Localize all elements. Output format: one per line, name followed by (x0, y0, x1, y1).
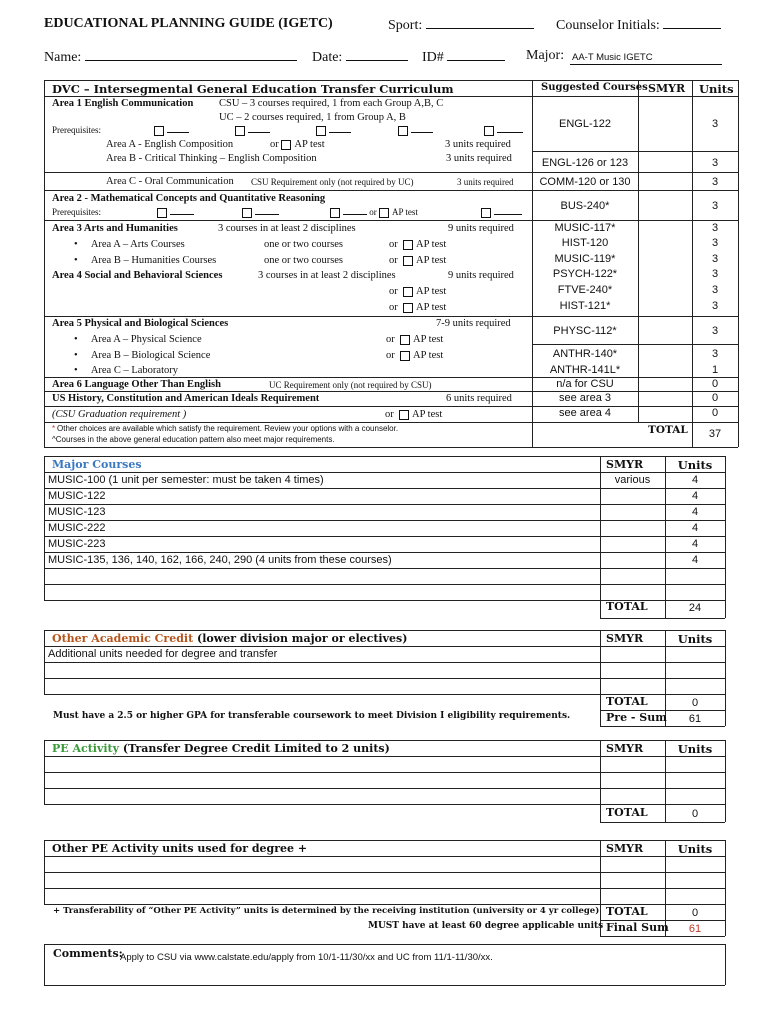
area3a-ap[interactable]: or AP test (389, 239, 447, 250)
ge-course-units: 0 (711, 392, 719, 404)
area5b-ap[interactable]: or AP test (386, 350, 444, 361)
major-row-smyr[interactable]: various (614, 474, 651, 486)
major-row-course[interactable]: MUSIC-222 (48, 522, 106, 534)
ge-course[interactable]: see area 4 (559, 407, 611, 419)
major-total-value: 24 (688, 602, 702, 614)
ge-course-units: 3 (711, 222, 719, 234)
area5-title: Area 5 Physical and Biological Sciences (52, 318, 229, 329)
other-title (52, 632, 407, 645)
ge-course-units: 3 (711, 325, 719, 337)
major-row-course[interactable]: MUSIC-223 (48, 538, 106, 550)
area1-uc: UC – 2 courses required, 1 from Group A, B (219, 112, 406, 123)
ge-course-units: 1 (711, 364, 719, 376)
area1c-note: CSU Requirement only (not required by UC) (251, 177, 414, 187)
pe-border-bottom (600, 822, 725, 823)
major-col-smyr: SMYR (606, 458, 644, 471)
other-pe-title-text: Other PE Activity units used for degree + (52, 842, 308, 855)
ge-course[interactable]: see area 3 (559, 392, 611, 404)
us-history-title: US History, Constitution and American Ideals Requirement (52, 393, 320, 404)
pe-border-top (44, 740, 725, 741)
other-row-rule (44, 646, 725, 647)
ge-col-divider-2 (638, 80, 639, 422)
ge-course-rule (532, 344, 738, 345)
ge-course-units: 3 (711, 176, 719, 188)
ge-course[interactable]: BUS-240* (560, 200, 610, 212)
comments-text[interactable]: Apply to CSU via www.calstate.edu/apply from 10/1-11/30/xx and UC from 11/1-11/30/xx. (120, 952, 493, 963)
other-pe-total-label: TOTAL (606, 905, 648, 918)
pe-total-label: TOTAL (606, 806, 648, 819)
major-row-rule (44, 584, 725, 585)
area1-csu: CSU – 3 courses required, 1 from each Group A,B, C (219, 98, 444, 109)
ge-note-1-text: Other choices are available which satisfy the requirement. Review your options with a counselor. (57, 424, 399, 433)
area1a-ap[interactable] (270, 139, 325, 150)
area3-title: Area 3 Arts and Humanities (52, 223, 178, 234)
area5-rule (44, 377, 532, 378)
pe-col-units: Units (677, 742, 713, 756)
major-row-units[interactable]: 4 (691, 490, 699, 502)
ge-course[interactable]: FTVE-240* (557, 284, 613, 296)
area2-prereq-box-4[interactable] (481, 206, 522, 218)
major-col-units: Units (677, 458, 713, 472)
major-row-units[interactable]: 4 (691, 522, 699, 534)
major-border-top (44, 456, 725, 457)
ge-course-units: 3 (711, 348, 719, 360)
other-title-text: Other Academic Credit (52, 632, 194, 645)
major-value[interactable]: AA-T Music IGETC (570, 52, 722, 65)
pe-title (52, 742, 390, 755)
area2-prereq-box-3[interactable] (330, 206, 418, 218)
major-row-rule (44, 520, 725, 521)
ge-note-1: * (52, 424, 56, 433)
major-row-rule (44, 488, 725, 489)
ge-course[interactable]: ENGL-126 or 123 (541, 157, 629, 169)
prereq-box-1[interactable] (154, 124, 189, 136)
ge-course[interactable]: ENGL-122 (559, 118, 611, 130)
ge-right-border (738, 80, 739, 447)
ap-label: AP test (294, 139, 325, 150)
major-total-label: TOTAL (606, 600, 648, 613)
pe-border-right (725, 740, 726, 822)
area3a-label: • Area A – Arts Courses (74, 239, 185, 250)
area1b-units: 3 units required (446, 153, 512, 164)
us-history-ap[interactable]: or AP test (385, 409, 443, 420)
ge-course-rule (532, 190, 738, 191)
other-pe-title (52, 842, 307, 855)
comments-top (44, 944, 725, 945)
ge-title-rule (44, 96, 532, 97)
other-pe-note-2: MUST have at least 60 degree applicable units (368, 921, 604, 931)
ge-course[interactable]: ANTHR-141L* (549, 364, 621, 376)
name-field[interactable] (44, 48, 297, 66)
major-border-left (44, 456, 45, 600)
ge-course-units: 0 (711, 407, 719, 419)
major-title-text: Major Courses (52, 458, 142, 471)
other-pe-border-top (44, 840, 725, 841)
comments-right (725, 944, 726, 985)
major-row-course[interactable]: MUSIC-135, 136, 140, 162, 166, 240, 290 (4 units from these courses) (48, 554, 392, 566)
other-subtitle: (lower division major or electives) (193, 632, 408, 645)
ge-course[interactable]: ANTHR-140* (552, 348, 618, 360)
date-field[interactable] (312, 48, 408, 66)
other-border-right (725, 630, 726, 726)
other-pe-note-1: + Transferability of “Other PE Activity” units is determined by the receiving institution (university or 4 yr college) (53, 906, 600, 916)
major-row-rule (44, 472, 725, 473)
col-units: Units (699, 82, 734, 96)
counselor-label: Counselor Initials: (556, 18, 660, 33)
area6-note: UC Requirement only (not required by CSU) (269, 380, 432, 390)
comments-bottom (44, 985, 725, 986)
ge-total-value: 37 (708, 428, 722, 440)
area1-title: Area 1 English Communication (52, 98, 194, 109)
pe-row-rule (44, 772, 725, 773)
pe-border-left (44, 740, 45, 804)
area6-rule (44, 391, 532, 392)
final-sum-label: Final Sum (606, 921, 669, 934)
id-field[interactable] (422, 48, 505, 66)
major-border-bottom (600, 618, 725, 619)
major-row-units[interactable]: 4 (691, 474, 699, 486)
major-row-rule (44, 568, 725, 569)
other-pe-total-value: 0 (691, 907, 699, 919)
pe-total-value: 0 (691, 808, 699, 820)
area4-title: Area 4 Social and Behavioral Sciences (52, 270, 223, 281)
area5a-label: • Area A – Physical Science (74, 334, 202, 345)
us-history-rule (44, 406, 532, 407)
pe-title-text: PE Activity (52, 742, 120, 755)
or-label: or (369, 207, 377, 217)
area2-prereq-label: Prerequisites: (52, 207, 101, 217)
ge-course-units: 3 (711, 284, 719, 296)
area1c-units: 3 units required (457, 177, 514, 187)
area6-title: Area 6 Language Other Than English (52, 379, 221, 390)
sport-field[interactable] (388, 16, 534, 34)
prereq-box-2[interactable] (235, 124, 270, 136)
area1c-label: Area C - Oral Communication (106, 176, 234, 187)
area1-prereq-label: Prerequisites: (52, 125, 101, 135)
area5-units: 7-9 units required (436, 318, 511, 329)
other-pe-col-smyr: SMYR (606, 842, 644, 855)
area2-prereq-box-1[interactable] (157, 206, 194, 218)
ge-course[interactable]: HIST-121* (559, 300, 611, 312)
other-row-rule (44, 662, 725, 663)
other-total-label: TOTAL (606, 695, 648, 708)
ge-course[interactable]: COMM-120 or 130 (539, 176, 631, 188)
ge-course[interactable]: n/a for CSU (556, 378, 614, 390)
prereq-box-3[interactable] (316, 124, 351, 136)
ge-bottom-border (44, 447, 738, 448)
ge-course-units: 0 (711, 378, 719, 390)
other-pe-row-rule (44, 888, 725, 889)
date-label: Date: (312, 50, 343, 65)
col-smyr: SMYR (648, 82, 686, 95)
ge-course-units: 3 (711, 200, 719, 212)
area2-rule (44, 220, 532, 221)
area5c-label: • Area C – Laboratory (74, 365, 178, 376)
ge-header-rule (532, 96, 738, 97)
major-row-course[interactable]: MUSIC-123 (48, 506, 106, 518)
final-sum-value: 61 (688, 923, 702, 935)
other-pe-border-bottom (600, 936, 725, 937)
area1c-rule (44, 190, 532, 191)
presum-label: Pre - Sum (606, 711, 667, 724)
area3-req: 3 courses in at least 2 disciplines (218, 223, 356, 234)
ge-title: DVC – Intersegmental General Education Transfer Curriculum (52, 82, 454, 96)
pe-row-rule (44, 756, 725, 757)
ge-course[interactable]: PHYSC-112* (553, 325, 617, 337)
other-border-bottom (600, 726, 725, 727)
other-pe-border-right (725, 840, 726, 936)
ge-course-rule (532, 220, 738, 221)
ge-course-units: 3 (711, 300, 719, 312)
other-border-left (44, 630, 45, 694)
ge-course-rule (532, 151, 738, 152)
form-title: EDUCATIONAL PLANNING GUIDE (IGETC) (44, 16, 333, 31)
area1a-label: Area A - English Composition (106, 139, 234, 150)
other-pe-row-rule (44, 856, 725, 857)
area1b-label: Area B - Critical Thinking – English Composition (106, 153, 317, 164)
major-row-units[interactable]: 4 (691, 538, 699, 550)
ge-course[interactable]: HIST-120 (561, 237, 609, 249)
major-field[interactable] (526, 48, 564, 64)
col-suggested-courses: Suggested Courses (541, 82, 648, 93)
major-label: Major: (526, 48, 565, 63)
or-label: or (270, 139, 279, 150)
counselor-initials-field[interactable] (556, 16, 721, 34)
csu-grad-req: (CSU Graduation requirement ) (52, 409, 187, 420)
ge-course-rule (532, 172, 738, 173)
ge-course-rule (532, 316, 738, 317)
ge-note-2: ^Courses in the above general education pattern also meet major requirements. (52, 435, 335, 444)
other-total-value: 0 (691, 697, 699, 709)
pe-row-rule (44, 788, 725, 789)
id-label: ID# (422, 50, 444, 65)
ge-notes-rule (44, 422, 738, 423)
comments-label: Comments: (53, 947, 123, 960)
area5a-ap[interactable]: or AP test (386, 334, 444, 345)
ge-top-border (44, 80, 738, 81)
presum-value: 61 (688, 713, 702, 725)
ge-course-units: 3 (711, 253, 719, 265)
other-pe-row-rule (44, 872, 725, 873)
other-border-top (44, 630, 725, 631)
area3b-count: one or two courses (264, 255, 344, 266)
major-row-rule (44, 536, 725, 537)
major-title (52, 458, 142, 471)
ge-course-units: 3 (711, 157, 719, 169)
area3-units: 9 units required (448, 223, 514, 234)
major-row-course[interactable]: MUSIC-100 (1 unit per semester: must be taken 4 times) (48, 474, 324, 486)
major-border-right (725, 456, 726, 618)
ge-course[interactable]: MUSIC-117* (554, 222, 616, 234)
area3a-count: one or two courses (264, 239, 344, 250)
pe-col-smyr: SMYR (606, 742, 644, 755)
area2-prereq-box-2[interactable] (242, 206, 279, 218)
prereq-box-5[interactable] (484, 124, 523, 136)
major-row-rule (44, 504, 725, 505)
other-pe-col-units: Units (677, 842, 713, 856)
area3b-label: • Area B – Humanities Courses (74, 255, 217, 266)
ge-course-units: 3 (711, 268, 719, 280)
ge-course[interactable]: MUSIC-119* (554, 253, 616, 265)
name-label: Name: (44, 50, 82, 65)
major-row-course[interactable]: MUSIC-122 (48, 490, 106, 502)
major-row-units[interactable]: 4 (691, 554, 699, 566)
other-row-rule (44, 678, 725, 679)
ap-label: AP test (392, 207, 418, 217)
area2-title: Area 2 - Mathematical Concepts and Quantitative Reasoning (52, 193, 326, 204)
other-row-course[interactable]: Additional units needed for degree and transfer (48, 648, 278, 660)
gpa-note: Must have a 2.5 or higher GPA for transferable coursework to meet Division I eligibility requirements. (53, 711, 571, 721)
area4-ap-2[interactable]: or AP test (389, 302, 447, 313)
ge-course-units: 3 (711, 118, 719, 130)
area4-rule (44, 316, 532, 317)
ge-course-units: 3 (711, 237, 719, 249)
pe-subtitle: (Transfer Degree Credit Limited to 2 units) (119, 742, 390, 755)
sport-label: Sport: (388, 18, 423, 33)
major-row-rule (44, 552, 725, 553)
comments-left (44, 944, 45, 985)
ge-course[interactable]: PSYCH-122* (552, 268, 618, 280)
other-pe-border-left (44, 840, 45, 904)
pe-col-rule (600, 740, 601, 822)
other-col-rule (600, 630, 601, 726)
area1a-units: 3 units required (445, 139, 511, 150)
area1-rule (44, 172, 532, 173)
us-history-units: 6 units required (446, 393, 512, 404)
prereq-box-4[interactable] (398, 124, 433, 136)
area4-req: 3 courses in at least 2 disciplines (258, 270, 396, 281)
pe-row-rule (44, 804, 725, 805)
area3b-ap[interactable]: or AP test (389, 255, 447, 266)
area5b-label: • Area B – Biological Science (74, 350, 211, 361)
major-row-units[interactable]: 4 (691, 506, 699, 518)
area4-units: 9 units required (448, 270, 514, 281)
ge-total-label: TOTAL (648, 424, 688, 436)
other-col-units: Units (677, 632, 713, 646)
other-col-smyr: SMYR (606, 632, 644, 645)
area4-ap-1[interactable]: or AP test (389, 286, 447, 297)
